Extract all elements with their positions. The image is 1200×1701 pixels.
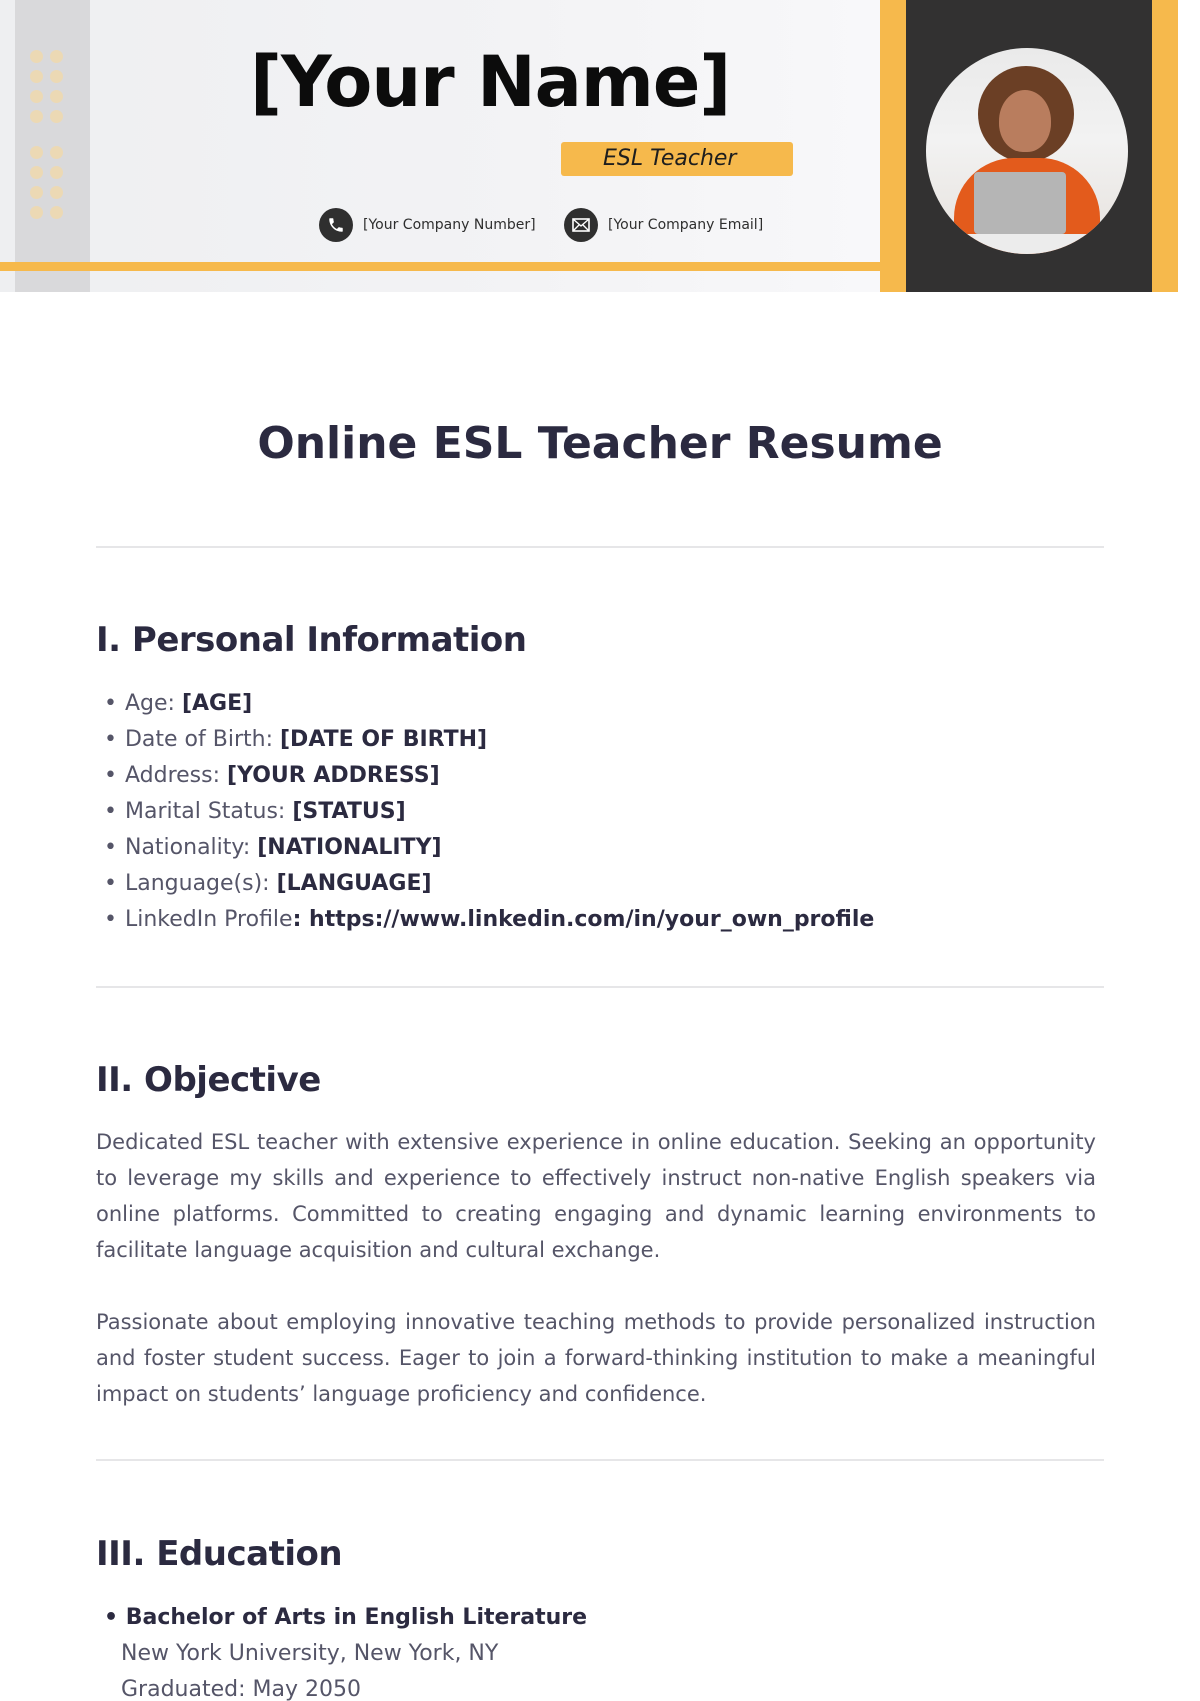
list-item: • Age: [AGE] (104, 691, 253, 716)
personal-info-list (104, 686, 874, 938)
section-heading-objective: II. Objective (96, 1060, 321, 1100)
photo-frame-right (1152, 0, 1178, 292)
list-item: • Nationality: [NATIONALITY] (104, 835, 442, 860)
contact-email (564, 208, 763, 242)
candidate-name: [Your Name] (250, 41, 731, 123)
envelope-icon (564, 208, 598, 242)
list-item: • Date of Birth: [DATE OF BIRTH] (104, 727, 488, 752)
education-entry (104, 1600, 587, 1701)
school-name: New York University, New York, NY (121, 1641, 499, 1666)
graduation-date: Graduated: May 2050 (121, 1677, 361, 1701)
degree-title: • Bachelor of Arts in English Literature (104, 1605, 588, 1630)
objective-paragraph: Passionate about employing innovative teaching methods to provide personalized instruction and foster student success. Eager to join a forward-thinking institution to make a meaningful impact on students’ language proficiency and confidence. (96, 1310, 1096, 1406)
section-heading-education: III. Education (96, 1534, 343, 1574)
phone-icon (319, 208, 353, 242)
phone-text: [Your Company Number] (363, 217, 536, 233)
divider (96, 1459, 1104, 1461)
linkedin-link[interactable]: : https://www.linkedin.com/in/your_own_profile (292, 907, 875, 932)
list-item: • Address: [YOUR ADDRESS] (104, 763, 440, 788)
objective-paragraph: Dedicated ESL teacher with extensive experience in online education. Seeking an opportunity to leverage my skills and experience to effectively instruct non-native English speakers via online platforms. Committed to creating engaging and dynamic learning environments to facilitate language acquisition and cultural exchange. (96, 1130, 1096, 1262)
section-heading-personal: I. Personal Information (96, 620, 527, 660)
header-accent-line (0, 262, 883, 271)
email-text: [Your Company Email] (608, 217, 764, 233)
role-badge: ESL Teacher (561, 142, 793, 176)
divider (96, 546, 1104, 548)
contact-phone (319, 208, 536, 242)
decorative-dots-bottom (30, 146, 70, 219)
list-item: • Language(s): [LANGUAGE] (104, 871, 432, 896)
list-item: • Marital Status: [STATUS] (104, 799, 406, 824)
divider (96, 986, 1104, 988)
document-title: Online ESL Teacher Resume (257, 418, 943, 469)
resume-header (0, 0, 1200, 292)
linkedin-item: • LinkedIn Profile: https://www.linkedin.com/in/your_own_profile (104, 907, 875, 932)
profile-photo (926, 48, 1128, 254)
